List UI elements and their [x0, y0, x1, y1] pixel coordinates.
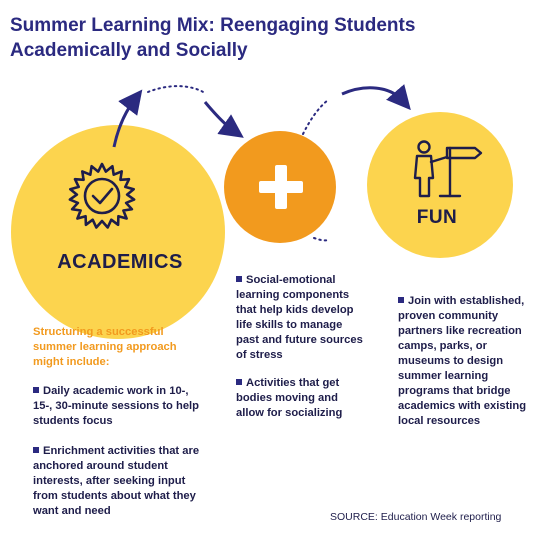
bullet-text: Activities that get bodies moving and allow for socializing	[236, 377, 343, 419]
fun-circle	[367, 112, 513, 258]
bullet-square	[398, 297, 404, 303]
plus-tail-dots	[314, 238, 329, 240]
arrow-to-fun	[342, 88, 403, 101]
academics-bullet	[33, 384, 203, 429]
page-title: Summer Learning Mix: Reengaging Students Academically and Socially	[10, 15, 416, 61]
fun-bullet	[398, 294, 528, 429]
bullet-square	[236, 379, 242, 385]
arrow-dotted-1	[148, 86, 205, 93]
bullet-text: Enrichment activities that are anchored around student interests, after seeking input from students about what they want and need	[33, 445, 200, 517]
academics-intro: Structuring a successful summer learning approach might include:	[33, 326, 177, 368]
academics-label: ACADEMICS	[57, 251, 183, 273]
source-note: SOURCE: Education Week reporting	[330, 511, 502, 523]
bullet-text: Join with established, proven community partners like recreation camps, parks, or museums to design summer learning programs that bridge academics with existing local resources	[398, 295, 527, 427]
bullet-square	[33, 387, 39, 393]
arrow-to-plus	[205, 102, 234, 131]
bullet-text: Social-emotional learning components that help kids develop life skills to manage past and future sources of stress	[236, 274, 363, 361]
bullet-text: Daily academic work in 10-, 15-, 30-minute sessions to help students focus	[33, 385, 199, 427]
social-bullet	[236, 376, 366, 421]
social-bullet	[236, 273, 366, 363]
arrow-plus-up-dotted	[303, 100, 328, 134]
bullet-square	[236, 276, 242, 282]
fun-label: FUN	[416, 207, 458, 228]
academics-circle	[11, 125, 225, 339]
academics-bullet	[33, 444, 208, 519]
bullet-square	[33, 447, 39, 453]
